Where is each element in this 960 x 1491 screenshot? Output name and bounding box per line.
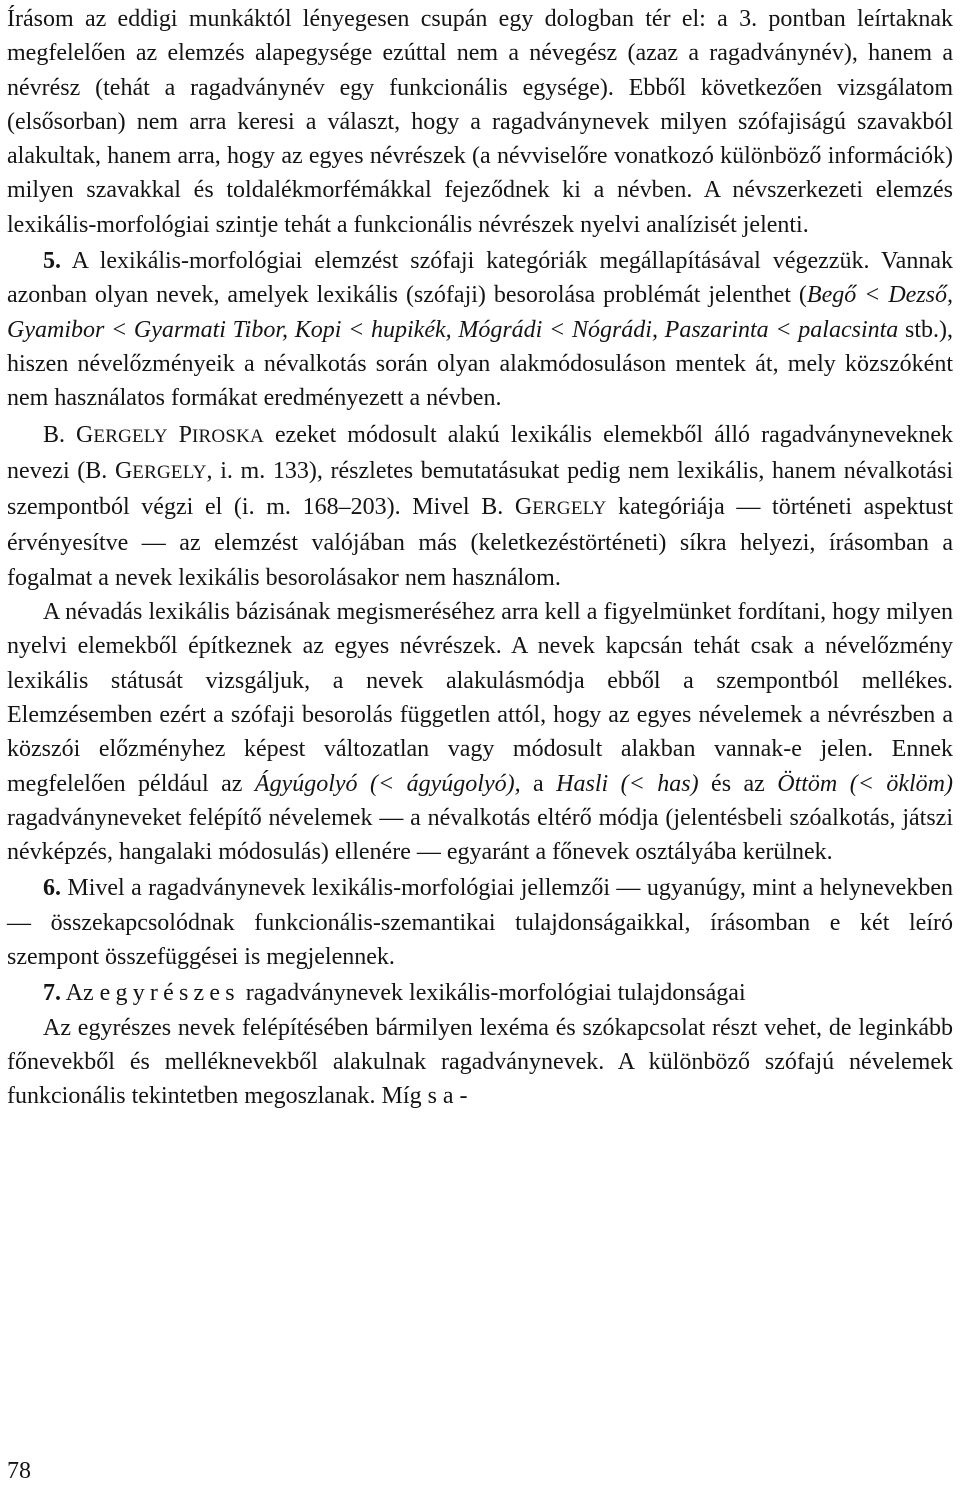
example-name: Hasli (< has) — [556, 770, 699, 797]
text-run: Mivel a ragadványnevek lexikális-morfológiai jellemzői — ugyanúgy, mint a helynevekben — összekapcsolódnak funkcionális-szemantikai tulajdonságaikkal, írásomban e két leíró szempont összefüggései is megjelennek. — [7, 875, 953, 971]
section-number: 5. — [43, 248, 61, 275]
text-run: A lexikális-morfológiai elemzést szófaji kategóriák megállapításával végezzük. Vannak azonban olyan nevek, amelyek lexikális (szófaji) besorolása problémát jelenthet ( — [7, 248, 953, 309]
paragraph-intro: Írásom az eddigi munkáktól lényegesen csupán egy dologban tér el: a 3. pontban leírtaknak megfelelően az elemzés alapegysége ezúttal nem a névegész (azaz a ragadványnév), hanem a névrész (tehát a ragadványnév egy funkcionális egysége). Ebből következően vizsgálatom (elsősorban) nem arra keresi a választ, hogy a ragadványnevek milyen szófajiságú szavakból alakultak, hanem arra, hogy az egyes névrészek (a névviselőre vonatkozó különböző információk) milyen szavakkal és toldalékmorfémákkal fejeződnek ki a névben. A névszerkezeti elemzés lexikális-morfológiai szintje tehát a funkcionális névrészek nyelvi analízisét jelenti. — [7, 6, 953, 238]
paragraph-section-6 — [7, 871, 953, 974]
section-heading-7 — [7, 976, 953, 1010]
section-number: 7. — [43, 980, 61, 1007]
text-run: ragadványneveket felépítő névelemek — a névalkotás eltérő módja (jelentésbeli szóalkotás, játszi névképzés, hangalaki módosulás) ellenére — egyaránt a főnevek osztályába kerülnek. — [7, 804, 953, 866]
author-smallcaps: ERGELY — [532, 498, 607, 520]
paragraph-section-5 — [7, 244, 953, 415]
text-run: stb.), hiszen névelőzményeik a névalkotás során olyan alakmódosuláson mentek át, mely közszóként nem használatos formákat eredményezett a névben. — [7, 316, 954, 412]
example-name: Ágyúgolyó (< ágyúgolyó), — [254, 770, 521, 797]
text-run: Az — [61, 980, 100, 1007]
section-number: 6. — [43, 875, 61, 902]
text-run: kategóriája — történeti aspektust érvényesítve — az elemzést valójában más (keletkezéstörténeti) síkra helyezi, írásomban a fogalmat a nevek lexikális besorolásakor nem használom. — [7, 494, 953, 591]
author-smallcaps: ERGELY — [93, 425, 168, 447]
author-initial: P — [167, 421, 193, 448]
page-number: 78 — [7, 1458, 31, 1484]
author-smallcaps: IROSKA — [192, 425, 264, 447]
example-name: Öttöm (< öklöm) — [777, 770, 953, 797]
author-smallcaps: ERGELY — [132, 461, 207, 483]
spaced-term: egyrészes — [99, 980, 240, 1007]
text-run: a — [520, 770, 557, 797]
document-page — [7, 2, 953, 1114]
paragraph-gergely — [7, 418, 953, 595]
paragraph-lexical-basis — [7, 595, 953, 869]
author-initial: B. G — [43, 421, 94, 448]
text-run: ezeket módosult alakú lexikális elemekből álló ragadványneveknek nevezi (B. G — [7, 421, 953, 484]
text-run: , i. m. 133), részletes bemutatásukat pedig nem lexikális, hanem névalkotási szempontból végzi el (i. m. 168–203). Mivel B. G — [7, 457, 953, 521]
text-run: ragadványnevek lexikális-morfológiai tulajdonságai — [239, 980, 746, 1007]
paragraph-one-part-names: Az egyrészes nevek felépítésében bármilyen lexéma és szókapcsolat részt vehet, de leginkább főnevekből és melléknevekből alakulnak ragadványnevek. A különböző szófajú névelemek funkcionális tekintetben megoszlanak. Míg s a - — [7, 1014, 953, 1110]
example-names: Begő < Dezső, Gyamibor < Gyarmati Tibor, Kopi < hupikék, Mógrádi < Nógrádi, Paszarinta < palacsinta — [7, 282, 953, 343]
text-run: és az — [698, 770, 778, 797]
text-run: A névadás lexikális bázisának megismeréséhez arra kell a figyelmünket fordítani, hogy milyen nyelvi elemekből építkeznek az egyes névrészek. A nevek kapcsán tehát csak a névelőzmény lexikális státusát vizsgáljuk, a nevek alakulásmódja ebből a szempontból mellékes. Elemzésemben ezért a szófaji besorolás független attól, hogy az egyes névelemek a névrészben a közszói előzményhez képest változatlan vagy módosult alakban vannak-e jelen. Ennek megfelelően például az — [7, 599, 953, 797]
